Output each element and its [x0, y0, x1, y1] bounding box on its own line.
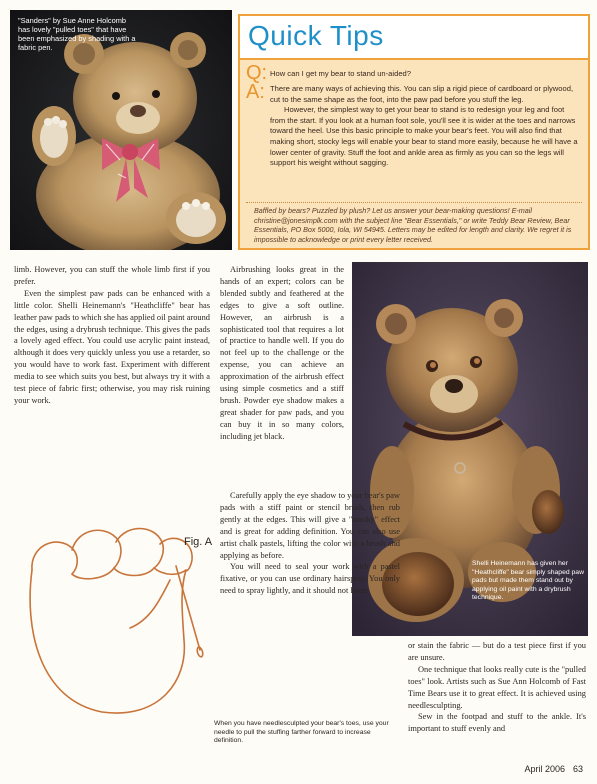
quick-tips-qa — [240, 60, 588, 169]
question-row — [240, 60, 588, 82]
answer-paragraph-2: However, the simplest way to get your bear to stand is to redesign your leg and foot from the start. If you look at a human foot sole, you'll see it is wider at the toes and narrows toward the heel. Use this basic principle to make your bear's feet. You will also find that making short, stocky legs will enable your bear to stand more easily, because he will have a lower center of gravity. Stuff the foot and ankle area as firmly as you can so the legs will support his weight without sagging. — [270, 105, 578, 168]
answer-row — [240, 82, 588, 169]
col3-paragraph-1: or stain the fabric — but do a test piece first if you are unsure. — [408, 641, 586, 662]
baffled-by-bears-note: Baffled by bears? Puzzled by plush? Let us answer your bear-making questions! E-mail christine@jonesimplk.com with the subject line "Bear Essentials," or write Teddy Bear Review, Bear Essentials, PO Box 5000, Iola, WI 54945. Letters may be edited for length and clarity. We regret it is impossible to acknowledge or print every letter received. — [246, 202, 582, 246]
quick-tips-title: Quick Tips — [248, 20, 384, 51]
col2b-paragraph-1: Carefully apply the eye shadow to your bear's paw pads with a stiff paint or stencil brush, then rub gently at the edges. This will give a "smoky" effect and is great for adding definition. You can also use artist chalk pastels, lifting the color with a brush and applying as before. — [220, 491, 400, 560]
page-number: 63 — [572, 764, 583, 774]
article-column-3 — [408, 640, 586, 735]
answer-paragraph-1: There are many ways of achieving this. You can slip a rigid piece of cardboard or plywood, cut to the same shape as the foot, into the paw pad before you stuff the leg. — [270, 84, 574, 104]
col2-paragraph-1: Airbrushing looks great in the hands of an expert; colors can be blended subtly and feathered at the edges to give a soft outline. However, an airbrush is a sophisticated tool that requires a lot of practice to handle well. If you do not feel up to the challenge or the expense, you can achieve an approximation of the airbrush effect using simple cosmetics and a stiff brush. Powder eye shadow makes a great shader for paw pads, and you can buy it in so many colors, including jet black. — [220, 265, 344, 441]
sanders-photo-caption: "Sanders" by Sue Anne Holcomb has lovely "pulled toes" that have been emphasized by shading with a fabric pen. — [18, 16, 136, 52]
q-letter: Q: — [246, 62, 268, 84]
a-letter: A: — [246, 81, 265, 103]
heathcliffe-photo-caption: Shelli Heinemann has given her "Heathcliffe" bear simply shaped paw pads but made them stand out by applying oil paint with a drybrush technique. — [472, 560, 584, 602]
article-column-2 — [220, 264, 344, 443]
col3-paragraph-3: Sew in the footpad and stuff to the ankle. It's important to stuff evenly and — [408, 712, 586, 734]
page-footer — [524, 764, 583, 774]
article-column-2-continued — [220, 490, 400, 597]
col1-paragraph-2: Even the simplest paw pads can be enhanced with a little color. Shelli Heinemann's "Heathcliffe" bear has leather paw pads to which she has applied oil paint around the edges, using a drybrush technique. This gives the pads a lovely aged effect. You could use acrylic paint instead, although it does very quickly unless you use a retarder, so you would have to work fast. Experiment with different media to see which suits you best, but always try it with a test piece of fabric first; otherwise, you may risk ruining your work. — [14, 288, 210, 405]
figure-a-label: Fig. A — [184, 536, 213, 548]
col2b-paragraph-2: You will need to seal your work with a pastel fixative, or you can use ordinary hairspray. You only need to spray lightly, and it should not harm — [220, 562, 400, 596]
figure-a-caption: When you have needlesculpted your bear's toes, use your needle to pull the stuffing farther forward to increase definition. — [214, 720, 389, 745]
quick-tips-header — [240, 16, 588, 60]
quick-tips-box — [238, 14, 590, 250]
col3-paragraph-2: One technique that looks really cute is the "pulled toes" look. Artists such as Sue Ann Holcomb of Fast Time Bears use it to great effect. It is achieved using needlesculpting. — [408, 664, 586, 710]
article-column-1 — [14, 264, 210, 407]
col1-paragraph-1: limb. However, you can stuff the whole limb first if you prefer. — [14, 265, 210, 286]
issue-date: April 2006 — [524, 764, 565, 774]
sanders-bear-photo — [10, 10, 232, 250]
question-text: How can I get my bear to stand un-aided? — [270, 69, 411, 78]
